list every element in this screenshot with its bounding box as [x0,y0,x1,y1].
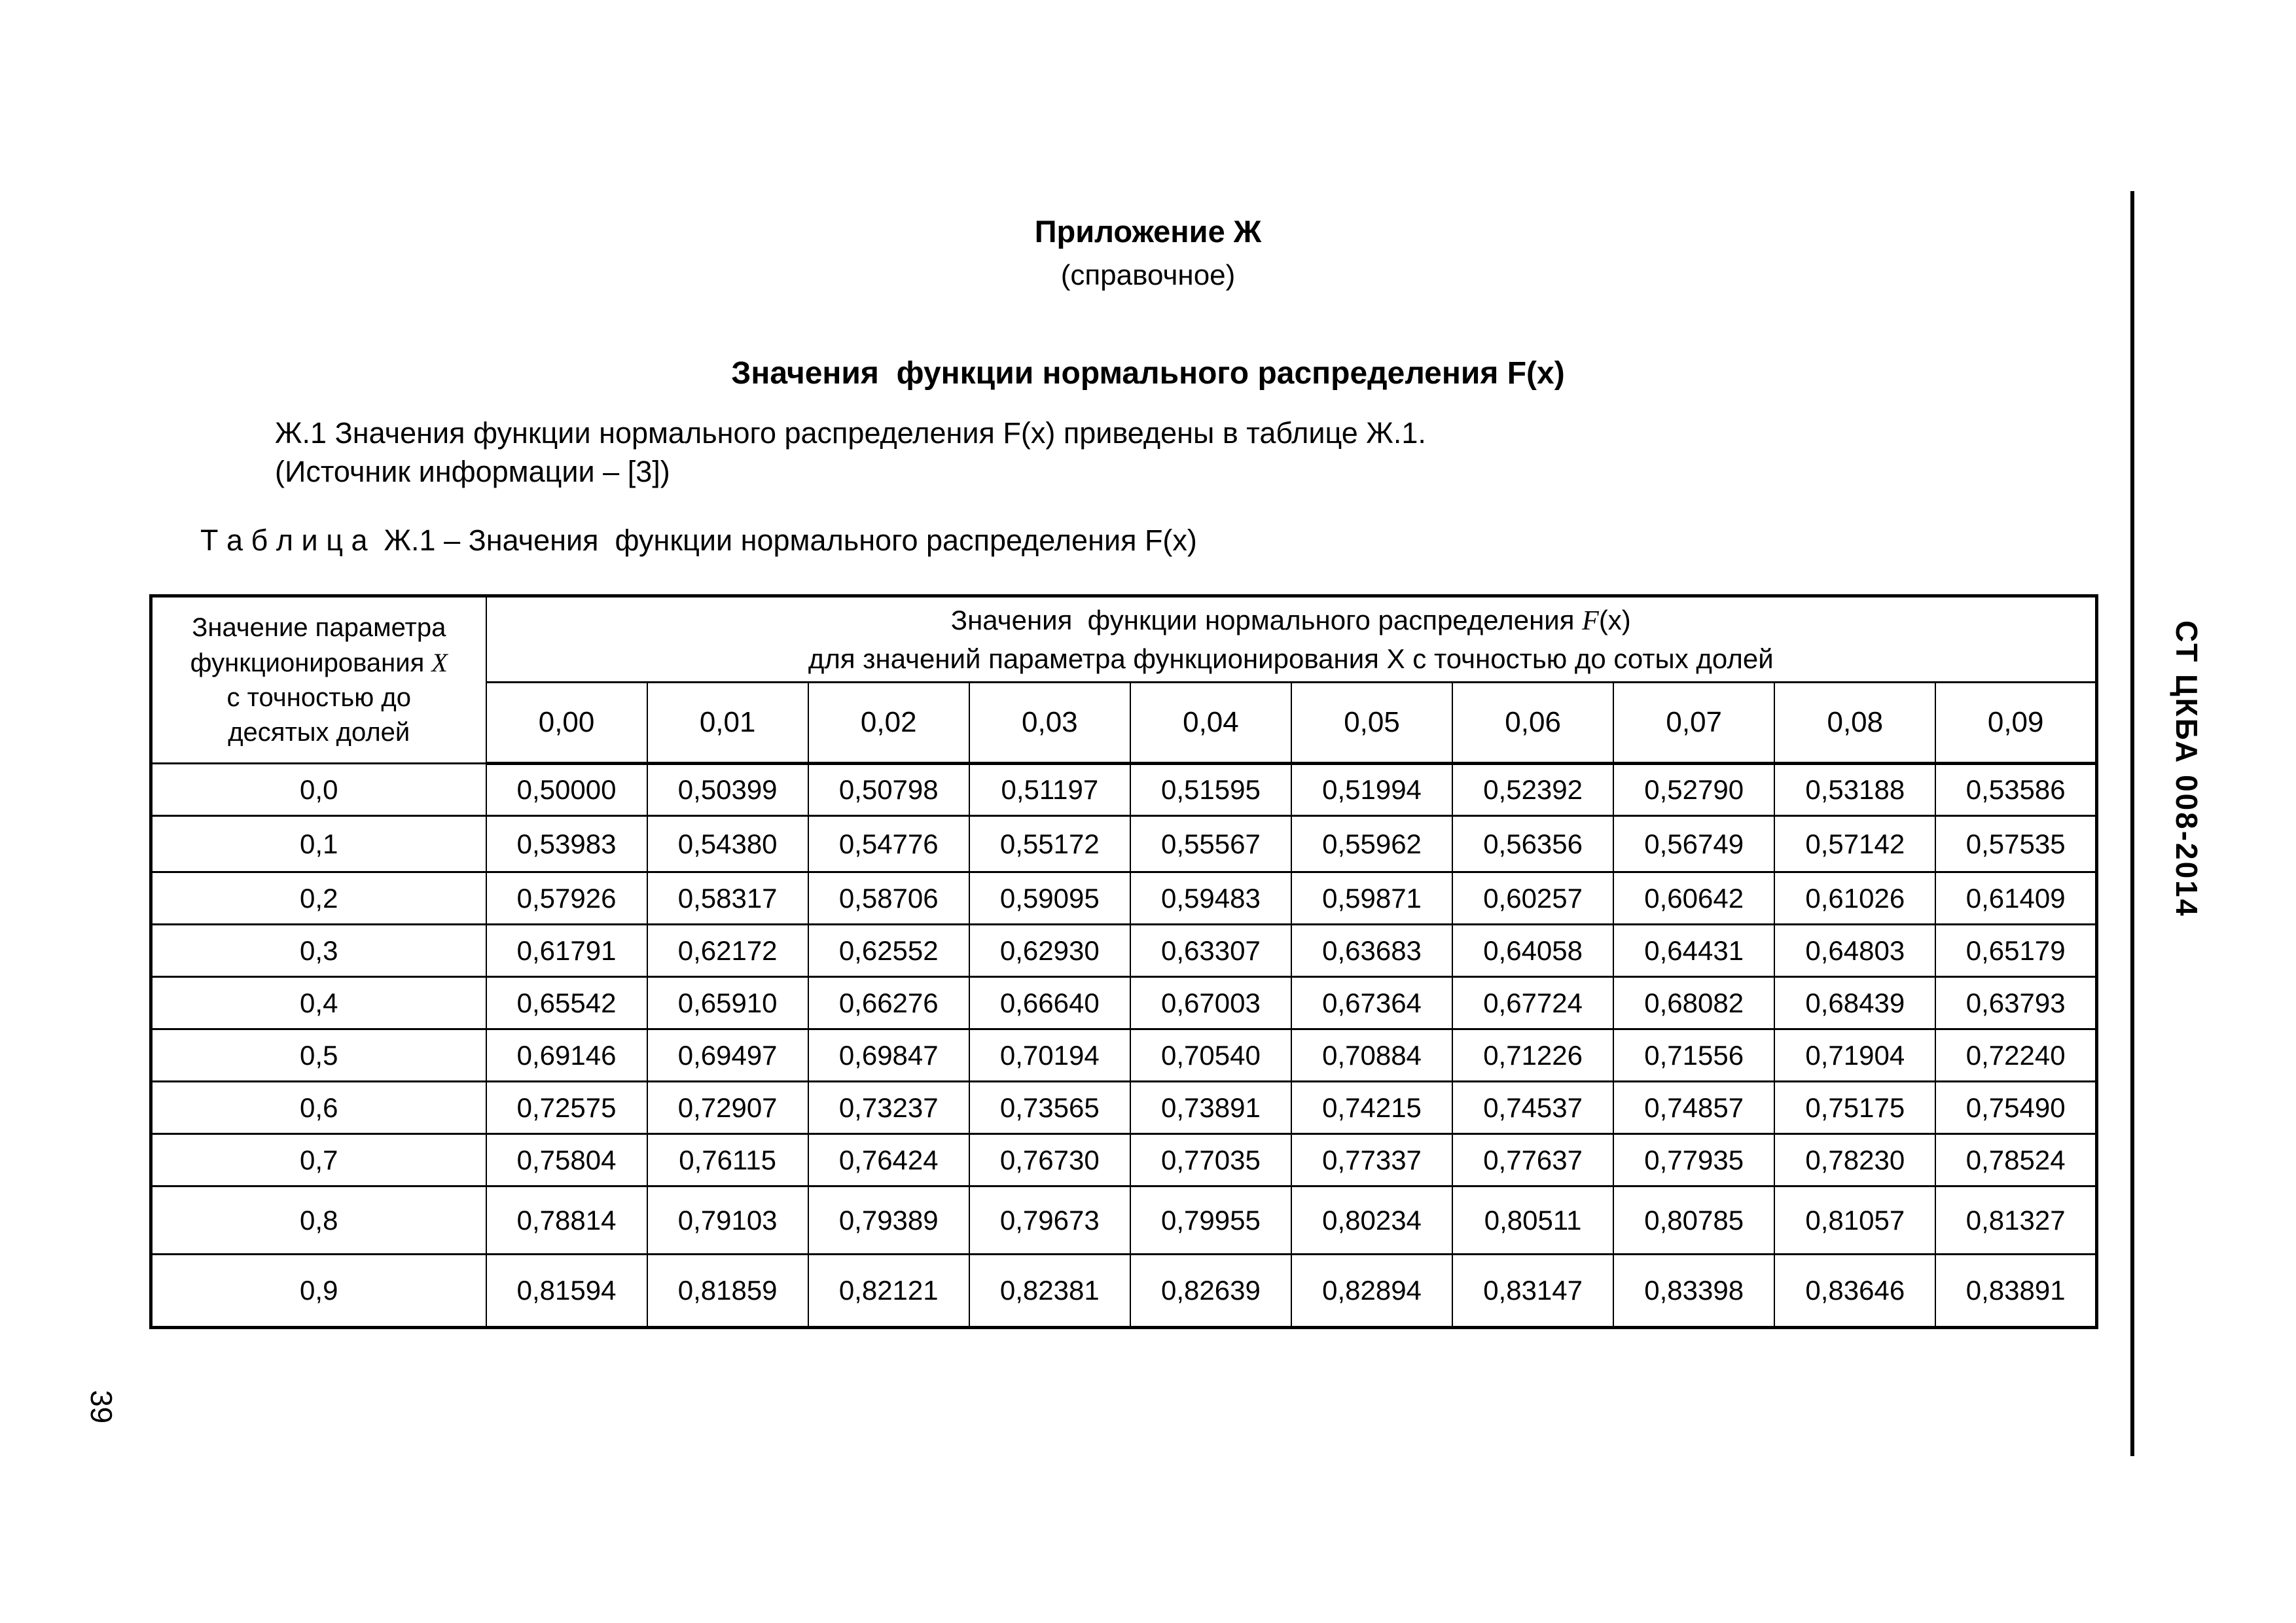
value-cell: 0,53983 [486,816,647,872]
value-cell: 0,68439 [1774,977,1935,1029]
value-cell: 0,50798 [808,764,969,816]
value-cell: 0,72907 [647,1082,808,1134]
value-cell: 0,74215 [1291,1082,1452,1134]
value-cell: 0,67364 [1291,977,1452,1029]
value-cell: 0,81327 [1935,1186,2096,1255]
standard-code-vertical: СТ ЦКБА 008-2014 [2170,620,2204,918]
value-cell: 0,62172 [647,925,808,977]
values-table [149,594,2098,1329]
value-cell: 0,72575 [486,1082,647,1134]
value-cell: 0,60642 [1613,872,1774,925]
value-cell: 0,77035 [1130,1134,1291,1186]
value-cell: 0,55962 [1291,816,1452,872]
value-cell: 0,78524 [1935,1134,2096,1186]
value-cell: 0,74537 [1452,1082,1613,1134]
values-header-line-1-rest: (x) [1598,605,1631,635]
value-cell: 0,51595 [1130,764,1291,816]
param-header-line-1: Значение параметра [192,613,446,642]
value-cell: 0,81859 [647,1255,808,1328]
value-cell: 0,76424 [808,1134,969,1186]
table-row [151,764,2097,816]
value-cell: 0,77337 [1291,1134,1452,1186]
f-function-symbol: F [1582,606,1599,636]
intro-line-2: (Источник информации – [3]) [275,455,670,488]
value-cell: 0,55172 [969,816,1130,872]
value-cell: 0,53586 [1935,764,2096,816]
sidebar-rule [2130,191,2134,1456]
page-number: 39 [84,1390,118,1424]
col-header-cell: 0,01 [647,683,808,764]
value-cell: 0,82894 [1291,1255,1452,1328]
value-cell: 0,67003 [1130,977,1291,1029]
value-cell: 0,61791 [486,925,647,977]
col-header-cell: 0,07 [1613,683,1774,764]
param-header-line-2-text: функционирования [190,648,432,677]
value-cell: 0,66640 [969,977,1130,1029]
param-value-cell: 0,0 [151,764,486,816]
value-cell: 0,51994 [1291,764,1452,816]
value-cell: 0,59483 [1130,872,1291,925]
value-cell: 0,57142 [1774,816,1935,872]
table-row [151,1029,2097,1082]
values-header-line-1 [487,601,2096,640]
value-cell: 0,79103 [647,1186,808,1255]
value-cell: 0,54380 [647,816,808,872]
value-cell: 0,78230 [1774,1134,1935,1186]
value-cell: 0,71556 [1613,1029,1774,1082]
value-cell: 0,54776 [808,816,969,872]
value-cell: 0,81594 [486,1255,647,1328]
value-cell: 0,73237 [808,1082,969,1134]
values-header-cell [486,596,2097,683]
table-row [151,1134,2097,1186]
value-cell: 0,67724 [1452,977,1613,1029]
value-cell: 0,71904 [1774,1029,1935,1082]
col-header-cell: 0,02 [808,683,969,764]
table-row [151,1082,2097,1134]
col-header-cell: 0,05 [1291,683,1452,764]
value-cell: 0,82639 [1130,1255,1291,1328]
param-header-cell [151,596,486,764]
value-cell: 0,51197 [969,764,1130,816]
value-cell: 0,74857 [1613,1082,1774,1134]
param-value-cell: 0,1 [151,816,486,872]
value-cell: 0,77935 [1613,1134,1774,1186]
param-value-cell: 0,2 [151,872,486,925]
value-cell: 0,83147 [1452,1255,1613,1328]
value-cell: 0,83398 [1613,1255,1774,1328]
value-cell: 0,80511 [1452,1186,1613,1255]
value-cell: 0,68082 [1613,977,1774,1029]
value-cell: 0,52790 [1613,764,1774,816]
table-row [151,1186,2097,1255]
value-cell: 0,65542 [486,977,647,1029]
value-cell: 0,80785 [1613,1186,1774,1255]
param-value-cell: 0,9 [151,1255,486,1328]
value-cell: 0,56749 [1613,816,1774,872]
values-header-line-2: для значений параметра функционирования Х с точностью до сотых долей [808,643,1774,674]
value-cell: 0,66276 [808,977,969,1029]
appendix-title: Приложение Ж [1034,214,1262,249]
value-cell: 0,55567 [1130,816,1291,872]
col-header-cell: 0,04 [1130,683,1291,764]
value-cell: 0,61026 [1774,872,1935,925]
value-cell: 0,63683 [1291,925,1452,977]
value-cell: 0,75490 [1935,1082,2096,1134]
param-value-cell: 0,3 [151,925,486,977]
param-value-cell: 0,8 [151,1186,486,1255]
document-title: Значения функции нормального распределения F(x) [731,356,1565,391]
value-cell: 0,82381 [969,1255,1130,1328]
col-header-cell: 0,08 [1774,683,1935,764]
values-header-line-1-text: Значения функции нормального распределения [950,605,1583,635]
value-cell: 0,70540 [1130,1029,1291,1082]
value-cell: 0,62930 [969,925,1130,977]
value-cell: 0,64431 [1613,925,1774,977]
table-row [151,977,2097,1029]
intro-line-1: Ж.1 Значения функции нормального распределения F(x) приведены в таблице Ж.1. [275,416,1426,450]
value-cell: 0,75804 [486,1134,647,1186]
value-cell: 0,78814 [486,1186,647,1255]
value-cell: 0,77637 [1452,1134,1613,1186]
value-cell: 0,64803 [1774,925,1935,977]
col-header-cell: 0,06 [1452,683,1613,764]
value-cell: 0,57535 [1935,816,2096,872]
value-cell: 0,59871 [1291,872,1452,925]
value-cell: 0,73565 [969,1082,1130,1134]
table-row [151,925,2097,977]
value-cell: 0,70884 [1291,1029,1452,1082]
table-row [151,872,2097,925]
value-cell: 0,73891 [1130,1082,1291,1134]
value-cell: 0,69146 [486,1029,647,1082]
param-value-cell: 0,7 [151,1134,486,1186]
param-header-line-4: десятых долей [228,717,410,747]
value-cell: 0,58317 [647,872,808,925]
value-cell: 0,83891 [1935,1255,2096,1328]
value-cell: 0,82121 [808,1255,969,1328]
value-cell: 0,80234 [1291,1186,1452,1255]
value-cell: 0,70194 [969,1029,1130,1082]
table-row [151,816,2097,872]
value-cell: 0,62552 [808,925,969,977]
value-cell: 0,63307 [1130,925,1291,977]
intro-paragraph [275,414,1780,491]
value-cell: 0,71226 [1452,1029,1613,1082]
param-value-cell: 0,6 [151,1082,486,1134]
value-cell: 0,65179 [1935,925,2096,977]
value-cell: 0,69497 [647,1029,808,1082]
table-caption: Т а б л и ц а Ж.1 – Значения функции нормального распределения F(x) [200,524,1197,557]
value-cell: 0,72240 [1935,1029,2096,1082]
value-cell: 0,76730 [969,1134,1130,1186]
value-cell: 0,65910 [647,977,808,1029]
value-cell: 0,75175 [1774,1082,1935,1134]
param-value-cell: 0,4 [151,977,486,1029]
value-cell: 0,79955 [1130,1186,1291,1255]
appendix-note: (справочное) [1060,259,1236,291]
col-header-cell: 0,00 [486,683,647,764]
value-cell: 0,69847 [808,1029,969,1082]
table-body [151,764,2097,1328]
value-cell: 0,50000 [486,764,647,816]
param-value-cell: 0,5 [151,1029,486,1082]
value-cell: 0,60257 [1452,872,1613,925]
table-row [151,1255,2097,1328]
value-cell: 0,83646 [1774,1255,1935,1328]
param-header-line-3: с точностью до [226,683,411,712]
value-cell: 0,58706 [808,872,969,925]
param-header-line-2 [152,645,486,681]
value-cell: 0,57926 [486,872,647,925]
value-cell: 0,79389 [808,1186,969,1255]
value-cell: 0,52392 [1452,764,1613,816]
value-cell: 0,81057 [1774,1186,1935,1255]
value-cell: 0,79673 [969,1186,1130,1255]
value-cell: 0,63793 [1935,977,2096,1029]
param-x-variable: X [431,647,448,677]
col-header-cell: 0,03 [969,683,1130,764]
value-cell: 0,61409 [1935,872,2096,925]
value-cell: 0,76115 [647,1134,808,1186]
value-cell: 0,50399 [647,764,808,816]
value-cell: 0,53188 [1774,764,1935,816]
value-cell: 0,56356 [1452,816,1613,872]
col-header-cell: 0,09 [1935,683,2096,764]
value-cell: 0,64058 [1452,925,1613,977]
table-header-row-top [151,596,2097,683]
value-cell: 0,59095 [969,872,1130,925]
